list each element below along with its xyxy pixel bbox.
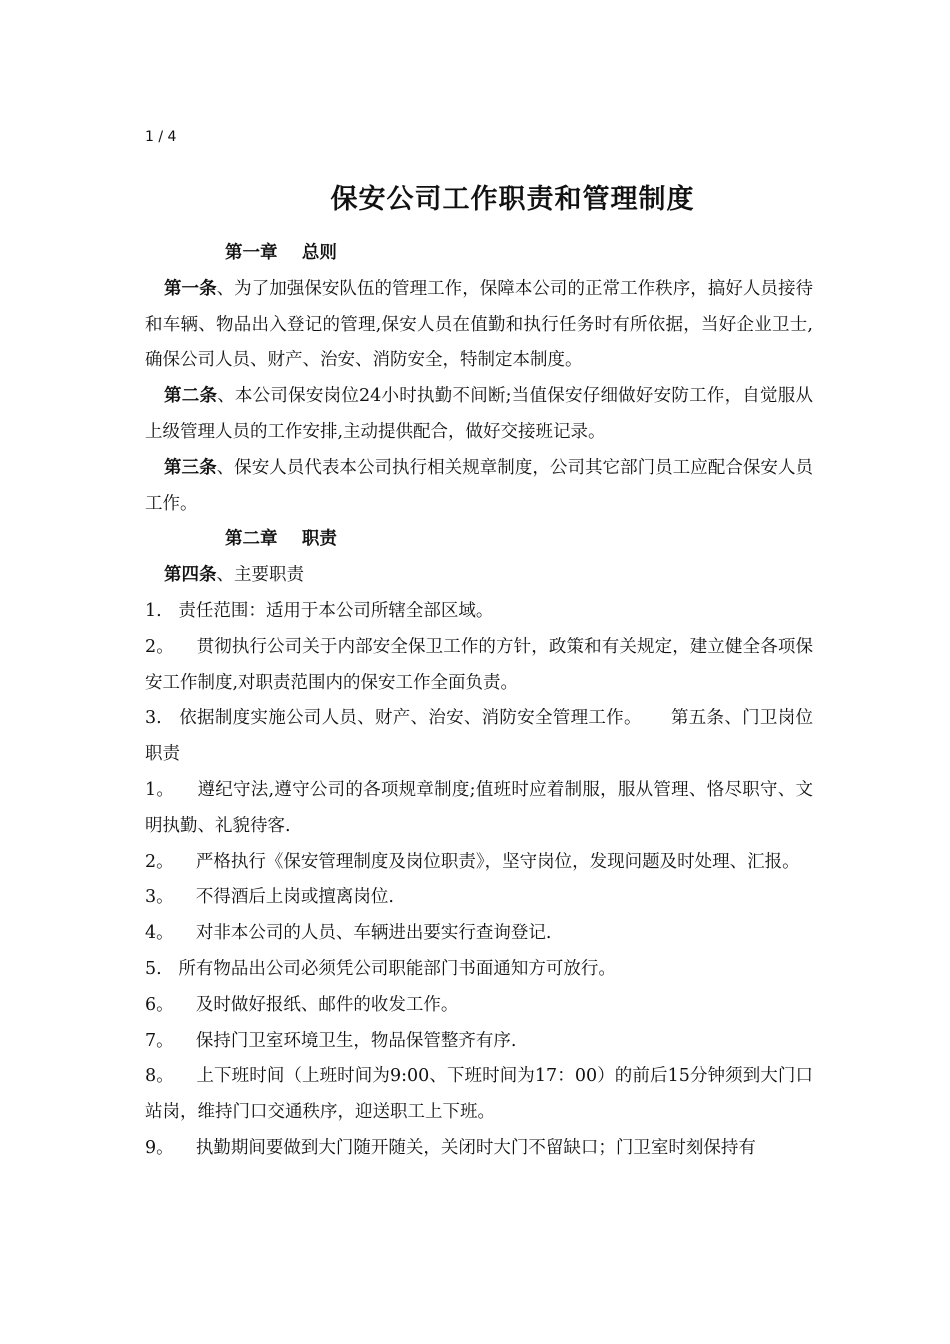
chapter-heading-1: 第一章 总则 bbox=[225, 243, 337, 263]
gate-duty-item-2 bbox=[145, 845, 813, 881]
gate-duty-item-9-number: 9。 bbox=[145, 1137, 174, 1158]
article-3-text: 、保安人员代表本公司执行相关规章制度，公司其它部门员工应配合保安人员工作。 bbox=[145, 457, 813, 514]
gate-duty-item-6-number: 6。 bbox=[145, 994, 174, 1015]
gate-duty-item-1-text: 遵纪守法,遵守公司的各项规章制度;值班时应着制服，服从管理、恪尽职守、文明执勤、礼貌待客. bbox=[145, 779, 813, 836]
article-3 bbox=[145, 451, 813, 523]
article-4-text: 、主要职责 bbox=[216, 565, 304, 586]
article-2 bbox=[145, 379, 813, 451]
duty-item-2-number: 2。 bbox=[145, 636, 174, 657]
gate-duty-item-5 bbox=[145, 952, 813, 988]
gate-duty-item-8-number: 8。 bbox=[145, 1066, 174, 1087]
document-body bbox=[145, 236, 813, 1167]
article-1-lead: 第一条 bbox=[164, 278, 217, 299]
gate-duty-item-6 bbox=[145, 988, 813, 1024]
gate-duty-item-2-number: 2。 bbox=[145, 851, 174, 872]
gate-duty-item-2-text: 严格执行《保安管理制度及岗位职责》，坚守岗位，发现问题及时处理、汇报。 bbox=[195, 851, 800, 872]
gate-duty-item-6-text: 及时做好报纸、邮件的收发工作。 bbox=[195, 994, 459, 1015]
gate-duty-item-8-text: 上下班时间（上班时间为9:00、下班时间为17：00）的前后15分钟须到大门口站岗，维持门口交通秩序，迎送职工上下班。 bbox=[145, 1066, 813, 1123]
article-2-lead: 第二条 bbox=[164, 386, 218, 407]
gate-duty-item-1-number: 1。 bbox=[145, 779, 175, 800]
article-3-lead: 第三条 bbox=[164, 457, 217, 478]
gate-duty-item-9-text: 执勤期间要做到大门随开随关，关闭时大门不留缺口；门卫室时刻保持有 bbox=[195, 1137, 756, 1158]
gate-duty-item-3 bbox=[145, 880, 813, 916]
gate-duty-item-4-number: 4。 bbox=[145, 923, 174, 944]
gate-duty-item-5-number: 5. bbox=[145, 958, 162, 979]
gate-duty-item-3-number: 3。 bbox=[145, 887, 174, 908]
article-1-text: 、为了加强保安队伍的管理工作，保障本公司的正常工作秩序，搞好人员接待和车辆、物品出入登记的管理,保安人员在值勤和执行任务时有所依据，当好企业卫士,确保公司人员、财产、治安、消防安全，特制定本制度。 bbox=[145, 278, 813, 371]
gate-duty-item-7-number: 7。 bbox=[145, 1030, 174, 1051]
duty-item-3-text: 依据制度实施公司人员、财产、治安、消防安全管理工作。 第五条、门卫岗位职责 bbox=[145, 708, 813, 765]
gate-duty-item-7 bbox=[145, 1024, 813, 1060]
gate-duty-item-4-text: 对非本公司的人员、车辆进出要实行查询登记. bbox=[195, 923, 552, 944]
chapter-heading-2: 第二章 职责 bbox=[225, 529, 337, 550]
page-number: 1 / 4 bbox=[145, 129, 177, 145]
duty-item-2 bbox=[145, 630, 813, 702]
article-2-text: 、本公司保安岗位24小时执勤不间断;当值保安仔细做好安防工作，自觉服从上级管理人员的工作安排,主动提供配合，做好交接班记录。 bbox=[145, 386, 813, 442]
gate-duty-item-4 bbox=[145, 916, 813, 952]
article-4 bbox=[145, 558, 813, 594]
duty-item-1 bbox=[145, 594, 813, 630]
gate-duty-item-9 bbox=[145, 1131, 813, 1167]
gate-duty-item-5-text: 所有物品出公司必须凭公司职能部门书面通知方可放行。 bbox=[178, 958, 616, 979]
article-1 bbox=[145, 272, 813, 379]
duty-item-1-number: 1. bbox=[145, 600, 162, 621]
gate-duty-item-7-text: 保持门卫室环境卫生，物品保管整齐有序. bbox=[195, 1030, 517, 1051]
gate-duty-item-3-text: 不得酒后上岗或擅离岗位. bbox=[195, 887, 394, 908]
duty-item-3 bbox=[145, 701, 813, 773]
document-title: 保安公司工作职责和管理制度 bbox=[330, 184, 695, 215]
duty-item-3-number: 3. bbox=[145, 708, 162, 729]
gate-duty-item-1 bbox=[145, 773, 813, 845]
duty-item-2-text: 贯彻执行公司关于内部安全保卫工作的方针，政策和有关规定，建立健全各项保安工作制度,对职责范围内的保安工作全面负责。 bbox=[145, 636, 813, 693]
article-4-lead: 第四条 bbox=[164, 565, 217, 586]
gate-duty-item-8 bbox=[145, 1059, 813, 1131]
duty-item-1-text: 责任范围：适用于本公司所辖全部区域。 bbox=[178, 600, 494, 621]
